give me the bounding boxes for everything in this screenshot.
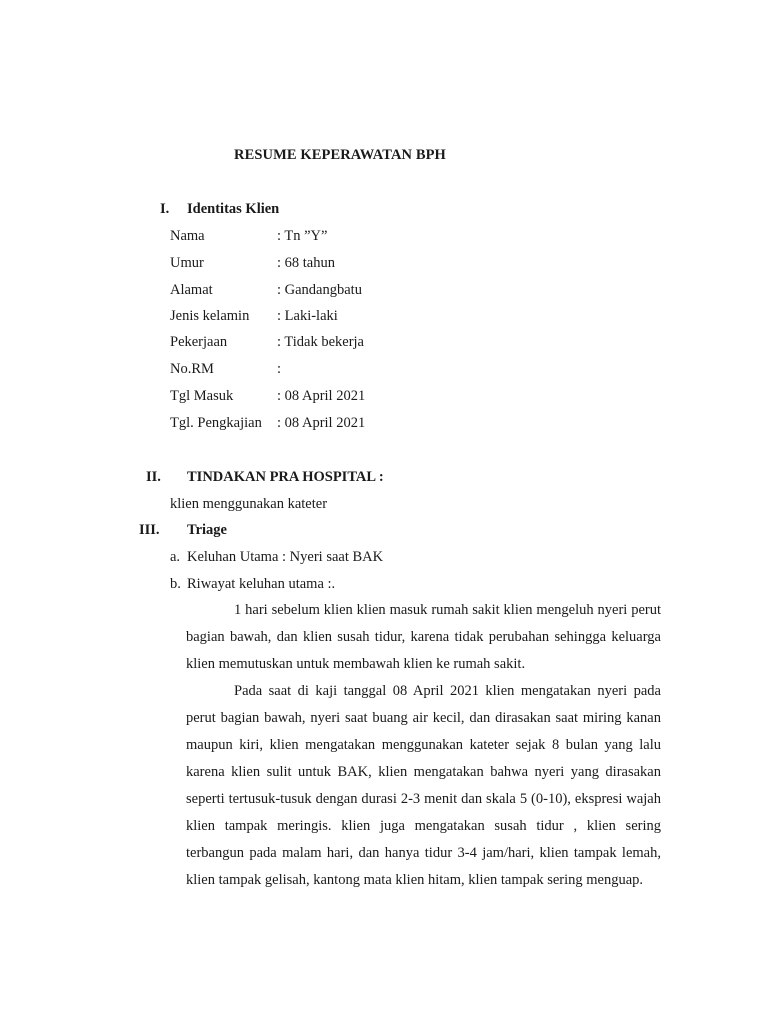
section-3-heading: Triage	[187, 522, 227, 538]
history-paragraph-1	[186, 597, 661, 678]
identity-value: : 68 tahun	[277, 255, 335, 271]
identity-value: : Gandangbatu	[277, 282, 362, 298]
list-marker-b: b.	[170, 576, 181, 592]
section-1-number: I.	[160, 201, 170, 217]
section-2-number: II.	[146, 469, 161, 485]
history-paragraph-2-text: Pada saat di kaji tanggal 08 April 2021 klien mengatakan nyeri pada perut bagian bawah, nyeri saat buang air kecil, dan dirasakan saat miring kanan maupun kiri, klien mengatakan menggunakan kateter sejak 8 bulan yang lalu karena klien sulit untuk BAK, klien mengatakan bahwa nyeri yang dirasakan seperti tertusuk-tusuk dengan durasi 2-3 menit dan skala 5 (0-10), ekspresi wajah klien tampak meringis. klien juga mengatakan susah tidur , klien sering terbangun pada malam hari, dan hanya tidur 3-4 jam/hari, klien tampak lemah, klien tampak gelisah, kantong mata klien hitam, klien tampak sering menguap.	[186, 683, 661, 888]
section-1-heading: Identitas Klien	[187, 201, 280, 217]
document-title: RESUME KEPERAWATAN BPH	[234, 147, 446, 163]
identity-value: :	[277, 361, 282, 377]
identity-label: Tgl. Pengkajian	[170, 415, 262, 431]
identity-value: : Tidak bekerja	[277, 334, 364, 350]
identity-label: Alamat	[170, 282, 213, 298]
complaint-history-label: Riwayat keluhan utama :.	[187, 576, 336, 592]
identity-label: No.RM	[170, 361, 214, 377]
identity-value: : Tn ”Y”	[277, 228, 328, 244]
identity-value: : 08 April 2021	[277, 415, 366, 431]
identity-label: Jenis kelamin	[170, 308, 250, 324]
identity-label: Pekerjaan	[170, 334, 228, 350]
list-marker-a: a.	[170, 549, 181, 565]
section-2-heading: TINDAKAN PRA HOSPITAL :	[187, 469, 384, 485]
identity-value: : Laki-laki	[277, 308, 338, 324]
identity-label: Nama	[170, 228, 205, 244]
history-paragraph-2	[186, 678, 661, 894]
section-2-text: klien menggunakan kateter	[170, 496, 328, 512]
chief-complaint: Keluhan Utama : Nyeri saat BAK	[187, 549, 384, 565]
identity-label: Tgl Masuk	[170, 388, 234, 404]
history-paragraph-1-text: 1 hari sebelum klien klien masuk rumah sakit klien mengeluh nyeri perut bagian bawah, dan klien susah tidur, karena tidak perubahan sehingga keluarga klien memutuskan untuk membawah klien ke rumah sakit.	[186, 602, 661, 672]
section-3-number: III.	[139, 522, 160, 538]
identity-label: Umur	[170, 255, 204, 271]
identity-value: : 08 April 2021	[277, 388, 366, 404]
